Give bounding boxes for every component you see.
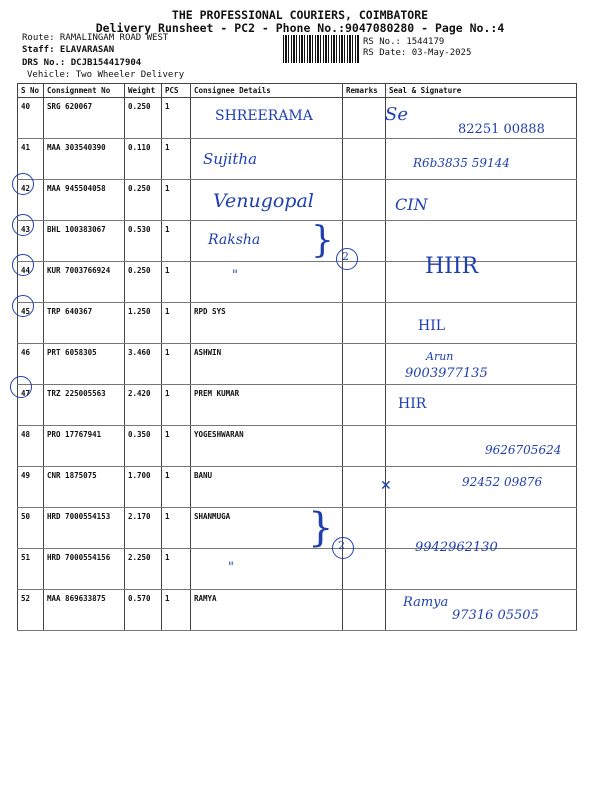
- handwritten-sujitha: Sujitha: [203, 150, 258, 168]
- cell-weight: 0.250: [125, 98, 162, 139]
- drs-line: DRS No.: DCJB154417904: [22, 58, 142, 68]
- cell-remarks: [343, 139, 386, 180]
- phone-52: 97316 05505: [452, 608, 539, 623]
- cell-consignee: [191, 262, 343, 303]
- cell-weight: 0.570: [125, 590, 162, 631]
- cell-pcs: 1: [162, 262, 191, 303]
- cell-consignee: RAMYA: [191, 590, 343, 631]
- col-pcs: PCS: [162, 84, 191, 98]
- cell-signature: [386, 221, 577, 262]
- cell-pcs: 1: [162, 467, 191, 508]
- cell-consignment: TRP 640367: [44, 303, 125, 344]
- table-header-row: [18, 84, 577, 98]
- cell-weight: 2.170: [125, 508, 162, 549]
- cell-remarks: [343, 426, 386, 467]
- signature-44: HIIR: [425, 254, 479, 279]
- handwritten-two-1: 2: [342, 250, 349, 263]
- table-row: [18, 385, 577, 426]
- company-title: THE PROFESSIONAL COURIERS, COIMBATORE: [171, 8, 429, 22]
- vehicle-line: Vehicle: Two Wheeler Delivery: [27, 70, 185, 80]
- cell-weight: 0.250: [125, 262, 162, 303]
- cell-signature: [386, 262, 577, 303]
- col-consignment: Consignment No: [44, 84, 125, 98]
- cell-pcs: 1: [162, 508, 191, 549]
- col-remarks: Remarks: [343, 84, 386, 98]
- cell-sno: 44: [18, 262, 44, 303]
- cell-consignment: SRG 620067: [44, 98, 125, 139]
- cell-consignee: BANU: [191, 467, 343, 508]
- cell-sno: 51: [18, 549, 44, 590]
- cell-weight: 3.460: [125, 344, 162, 385]
- cell-consignment: TRZ 225005563: [44, 385, 125, 426]
- phone-48: 9626705624: [485, 443, 562, 457]
- bracket-mark-1: }: [311, 220, 334, 261]
- cell-consignment: HRD 7000554153: [44, 508, 125, 549]
- cell-sno: 43: [18, 221, 44, 262]
- cell-weight: 0.110: [125, 139, 162, 180]
- cell-pcs: 1: [162, 549, 191, 590]
- cell-sno: 46: [18, 344, 44, 385]
- cell-weight: 2.250: [125, 549, 162, 590]
- cell-consignment: MAA 303540390: [44, 139, 125, 180]
- staff-line: Staff: ELAVARASAN: [22, 45, 115, 55]
- sno-circle-45: [12, 295, 34, 317]
- signature-42: CIN: [395, 195, 428, 214]
- cell-weight: 1.700: [125, 467, 162, 508]
- cell-consignment: KUR 7003766924: [44, 262, 125, 303]
- cell-weight: 0.350: [125, 426, 162, 467]
- cell-consignment: HRD 7000554156: [44, 549, 125, 590]
- cell-sno: 41: [18, 139, 44, 180]
- runsheet-subtitle: Delivery Runsheet - PC2 - Phone No.:9047080280 - Page No.:4: [95, 21, 505, 35]
- cell-consignee: YOGESHWARAN: [191, 426, 343, 467]
- handwritten-two-2: 2: [338, 539, 345, 552]
- bracket-mark-2: }: [308, 505, 334, 551]
- rs-date: RS Date: 03-May-2025: [363, 48, 472, 58]
- table-row: [18, 262, 577, 303]
- sno-circle-43: [12, 214, 34, 236]
- sno-circle-42: [12, 173, 34, 195]
- cell-pcs: 1: [162, 590, 191, 631]
- handwritten-shreerama: SHREERAMA: [215, 108, 313, 124]
- phone-40: 82251 00888: [458, 122, 545, 137]
- handwritten-venugopal: Venugopal: [213, 190, 314, 212]
- route-line: Route: RAMALINGAM ROAD WEST: [22, 33, 169, 43]
- col-consignee: Consignee Details: [191, 84, 343, 98]
- cell-signature: [386, 303, 577, 344]
- cell-weight: 1.250: [125, 303, 162, 344]
- cell-remarks: [343, 590, 386, 631]
- cell-sno: 50: [18, 508, 44, 549]
- cell-consignee: [191, 549, 343, 590]
- cell-consignee: PREM KUMAR: [191, 385, 343, 426]
- handwritten-raksha: Raksha: [208, 232, 261, 248]
- cell-remarks: [343, 303, 386, 344]
- cell-sno: 48: [18, 426, 44, 467]
- cell-consignment: MAA 945504058: [44, 180, 125, 221]
- cell-pcs: 1: [162, 180, 191, 221]
- rs-number: RS No.: 1544179: [363, 37, 445, 47]
- x-mark-49: ✕: [380, 478, 392, 494]
- cell-pcs: 1: [162, 221, 191, 262]
- cell-sno: 45: [18, 303, 44, 344]
- signature-40: Se: [385, 104, 408, 125]
- cell-remarks: [343, 180, 386, 221]
- table-row: [18, 303, 577, 344]
- phone-41: R6b3835 59144: [413, 156, 510, 170]
- cell-consignee: ASHWIN: [191, 344, 343, 385]
- sno-circle-47: [10, 376, 32, 398]
- cell-sno: 42: [18, 180, 44, 221]
- cell-pcs: 1: [162, 139, 191, 180]
- cell-consignee: RPD SYS: [191, 303, 343, 344]
- table-row: [18, 344, 577, 385]
- cell-consignment: PRT 6058305: [44, 344, 125, 385]
- cell-pcs: 1: [162, 385, 191, 426]
- col-weight: Weight: [125, 84, 162, 98]
- handwritten-ditto-44: ": [232, 268, 238, 283]
- cell-pcs: 1: [162, 426, 191, 467]
- signature-47: HIR: [398, 396, 427, 412]
- cell-consignment: BHL 100383067: [44, 221, 125, 262]
- cell-weight: 0.250: [125, 180, 162, 221]
- cell-weight: 2.420: [125, 385, 162, 426]
- cell-pcs: 1: [162, 303, 191, 344]
- cell-consignment: MAA 869633875: [44, 590, 125, 631]
- phone-51: 9942962130: [415, 540, 498, 555]
- cell-remarks: [343, 344, 386, 385]
- cell-sno: 40: [18, 98, 44, 139]
- cell-pcs: 1: [162, 98, 191, 139]
- barcode-image: [283, 35, 359, 63]
- cell-consignment: CNR 1875075: [44, 467, 125, 508]
- phone-49: 92452 09876: [462, 475, 543, 489]
- signature-46: Arun: [426, 350, 454, 363]
- sno-circle-44: [12, 254, 34, 276]
- cell-remarks: [343, 98, 386, 139]
- cell-sno: 47: [18, 385, 44, 426]
- phone-46: 9003977135: [405, 366, 488, 381]
- cell-weight: 0.530: [125, 221, 162, 262]
- handwritten-ditto-51: ": [228, 560, 234, 575]
- cell-sno: 49: [18, 467, 44, 508]
- cell-remarks: [343, 385, 386, 426]
- table-row: [18, 221, 577, 262]
- cell-consignee: SHANMUGA: [191, 508, 343, 549]
- col-signature: Seal & Signature: [386, 84, 577, 98]
- cell-consignment: PRO 17767941: [44, 426, 125, 467]
- cell-pcs: 1: [162, 344, 191, 385]
- col-sno: S No: [18, 84, 44, 98]
- cell-sno: 52: [18, 590, 44, 631]
- signature-45: HIL: [418, 318, 446, 334]
- signature-52: Ramya: [403, 595, 449, 610]
